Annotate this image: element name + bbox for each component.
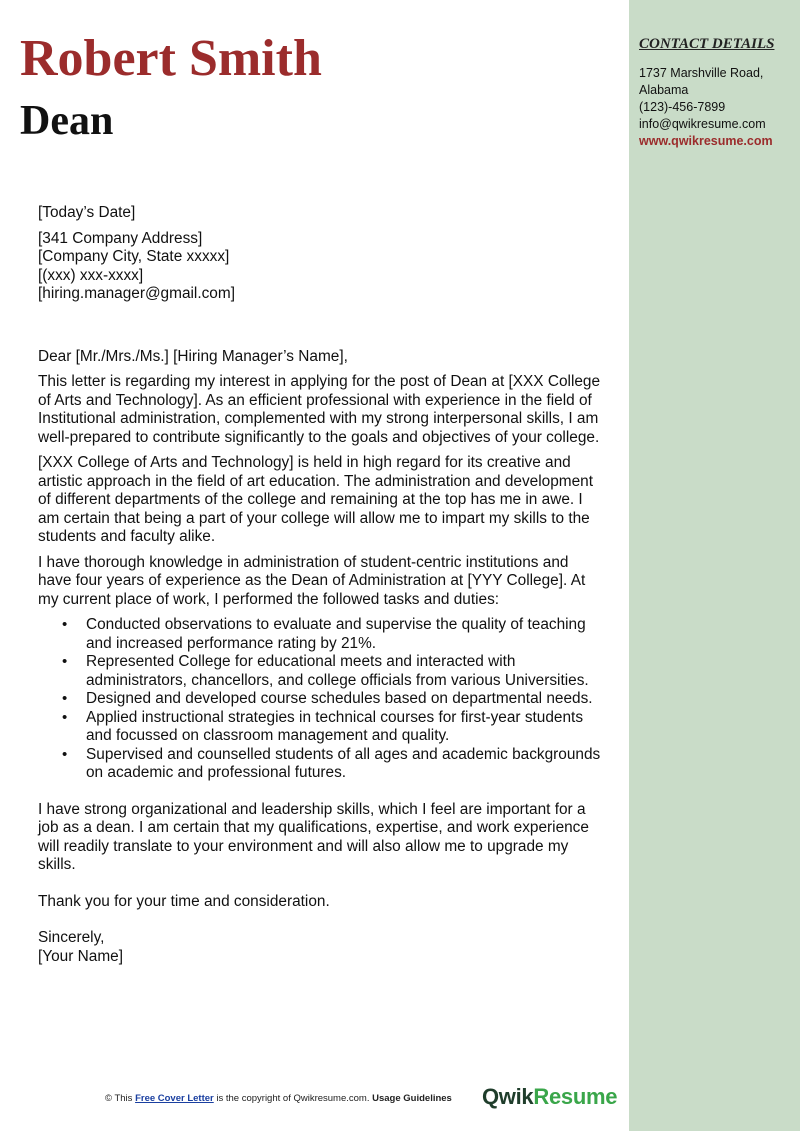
contact-website-link[interactable]: www.qwikresume.com — [639, 134, 773, 148]
footer-this: This — [114, 1093, 133, 1104]
letter-date: [Today’s Date] — [38, 204, 136, 221]
letter-body — [38, 204, 606, 966]
free-cover-letter-link[interactable]: Free Cover Letter — [135, 1093, 214, 1104]
paragraph-2: [XXX College of Arts and Technology] is held in high regard for its creative and artistic approach in the field of art education. The administration and development of different departments of the college and remaining at the top has me in awe. I am certain that being a part of your college will allow me to impart my skills to the students and faculty alike. — [38, 454, 593, 545]
job-title: Dean — [20, 98, 114, 144]
paragraph-1: This letter is regarding my interest in applying for the post of Dean at [XXX College of Arts and Technology]. As an efficient professional with experience in the field of Institutional administration, complemented with my strong interpersonal skills, I am well-prepared to contribute significantly to the goals and objectives of your college. — [38, 373, 601, 446]
recipient-phone: [(xxx) xxx-xxxx] — [38, 266, 144, 284]
salutation: Dear [Mr./Mrs./Ms.] [Hiring Manager’s Name], — [38, 347, 348, 365]
footer-copyright-text: is the copyright of Qwikresume.com. — [216, 1093, 370, 1104]
usage-guidelines-link[interactable]: Usage Guidelines — [372, 1093, 452, 1104]
copyright-icon: © — [105, 1093, 112, 1104]
thanks-line: Thank you for your time and consideration. — [38, 892, 330, 910]
qwikresume-logo[interactable] — [482, 1084, 617, 1110]
paragraph-3: I have thorough knowledge in administration of student-centric institutions and have four years of experience as the Dean of Administration at [YYY College]. At my current place of work, I performed the followed tasks and duties: — [38, 553, 586, 608]
logo-resume: Resume — [533, 1084, 618, 1109]
contact-lines — [639, 65, 773, 150]
contact-sidebar — [625, 0, 800, 1131]
recipient-block — [38, 230, 606, 304]
duties-list — [38, 616, 606, 783]
footer-copyright — [105, 1093, 452, 1104]
contact-heading: CONTACT DETAILS — [639, 36, 775, 52]
logo-qwik: Qwik — [482, 1084, 534, 1109]
contact-address-line2: Alabama — [639, 83, 689, 97]
contact-email: info@qwikresume.com — [639, 117, 766, 131]
recipient-email: [hiring.manager@gmail.com] — [38, 285, 235, 302]
duty-item: • Designed and developed course schedules based on departmental needs. — [86, 690, 606, 709]
duty-item: • Represented College for educational meets and interacted with administrators, chancellors, and college officials from various Universities. — [86, 653, 606, 690]
recipient-address: [341 Company Address] — [38, 229, 203, 247]
duty-item: • Supervised and counselled students of all ages and academic backgrounds on academic and professional futures. — [86, 746, 606, 783]
signature: [Your Name] — [38, 947, 123, 965]
recipient-city: [Company City, State xxxxx] — [38, 248, 230, 265]
signoff: Sincerely, — [38, 929, 105, 946]
contact-address-line1: 1737 Marshville Road, — [639, 66, 764, 80]
candidate-name: Robert Smith — [20, 30, 322, 87]
contact-phone: (123)-456-7899 — [639, 100, 726, 114]
closing-paragraph: I have strong organizational and leadership skills, which I feel are important for a job as a dean. I am certain that my qualifications, expertise, and work experience will readily translate to your environment and will also allow me to upgrade my skills. — [38, 800, 589, 873]
duty-item: • Conducted observations to evaluate and supervise the quality of teaching and increased performance rating by 21%. — [86, 616, 606, 653]
duty-item: • Applied instructional strategies in technical courses for first-year students and focussed on classroom management and quality. — [86, 709, 606, 746]
